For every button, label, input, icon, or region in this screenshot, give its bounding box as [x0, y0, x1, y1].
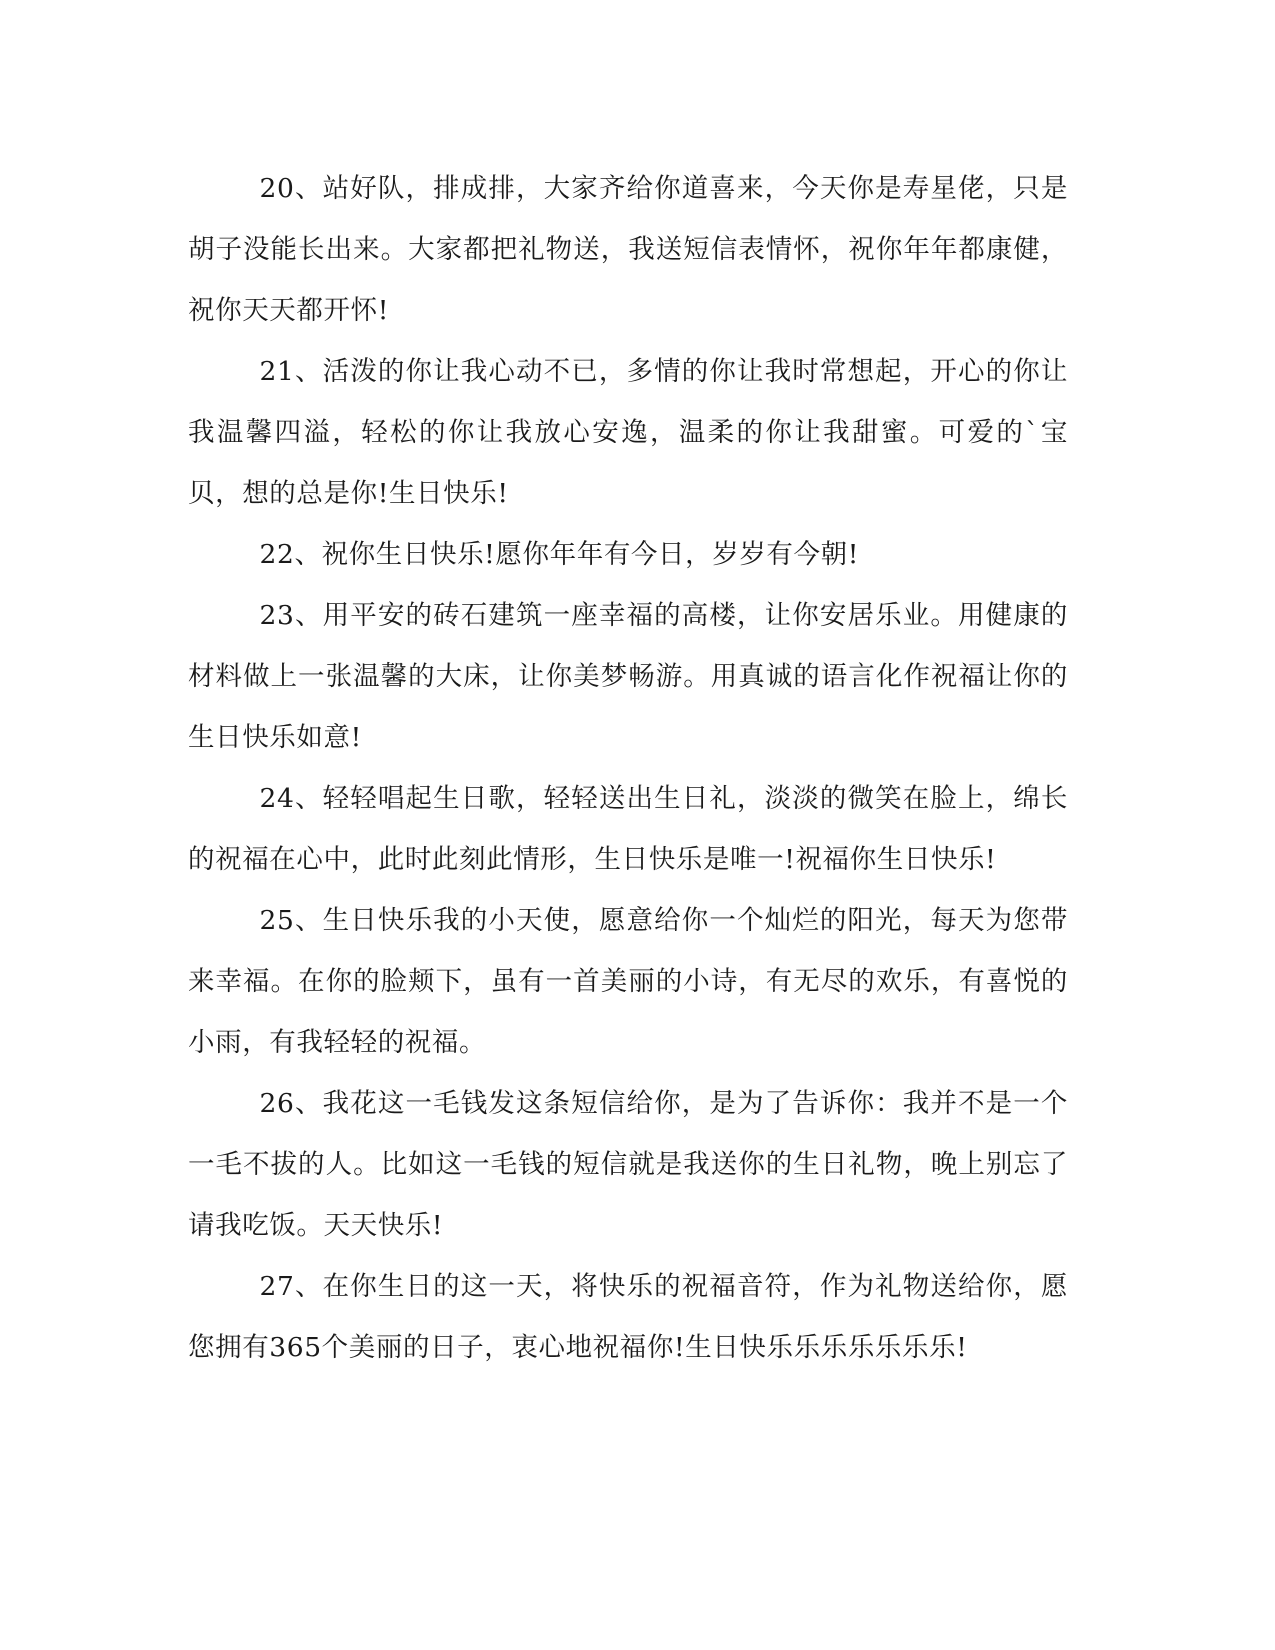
- paragraph-23: 23、用平安的砖石建筑一座幸福的高楼，让你安居乐业。用健康的材料做上一张温馨的大床，让你美梦畅游。用真诚的语言化作祝福让你的生日快乐如意!: [188, 600, 1068, 753]
- paragraph-27: 27、在你生日的这一天，将快乐的祝福音符，作为礼物送给你，愿您拥有365个美丽的日子，衷心地祝福你!生日快乐乐乐乐乐乐乐!: [188, 1271, 1068, 1363]
- paragraph-24: 24、轻轻唱起生日歌，轻轻送出生日礼，淡淡的微笑在脸上，绵长的祝福在心中，此时此刻此情形，生日快乐是唯一!祝福你生日快乐!: [188, 783, 1068, 875]
- paragraph-21: 21、活泼的你让我心动不已，多情的你让我时常想起，开心的你让我温馨四溢，轻松的你让我放心安逸，温柔的你让我甜蜜。可爱的`宝贝，想的总是你!生日快乐!: [188, 356, 1068, 509]
- document-body: [188, 158, 1068, 1378]
- paragraph-26: 26、我花这一毛钱发这条短信给你，是为了告诉你：我并不是一个一毛不拔的人。比如这一毛钱的短信就是我送你的生日礼物，晚上别忘了请我吃饭。天天快乐!: [188, 1088, 1068, 1241]
- paragraph-25: 25、生日快乐我的小天使，愿意给你一个灿烂的阳光，每天为您带来幸福。在你的脸颊下，虽有一首美丽的小诗，有无尽的欢乐，有喜悦的小雨，有我轻轻的祝福。: [188, 905, 1068, 1058]
- paragraph-20: 20、站好队，排成排，大家齐给你道喜来，今天你是寿星佬，只是胡子没能长出来。大家都把礼物送，我送短信表情怀，祝你年年都康健，祝你天天都开怀!: [188, 173, 1068, 326]
- paragraph-22: 22、祝你生日快乐!愿你年年有今日，岁岁有今朝!: [259, 539, 859, 570]
